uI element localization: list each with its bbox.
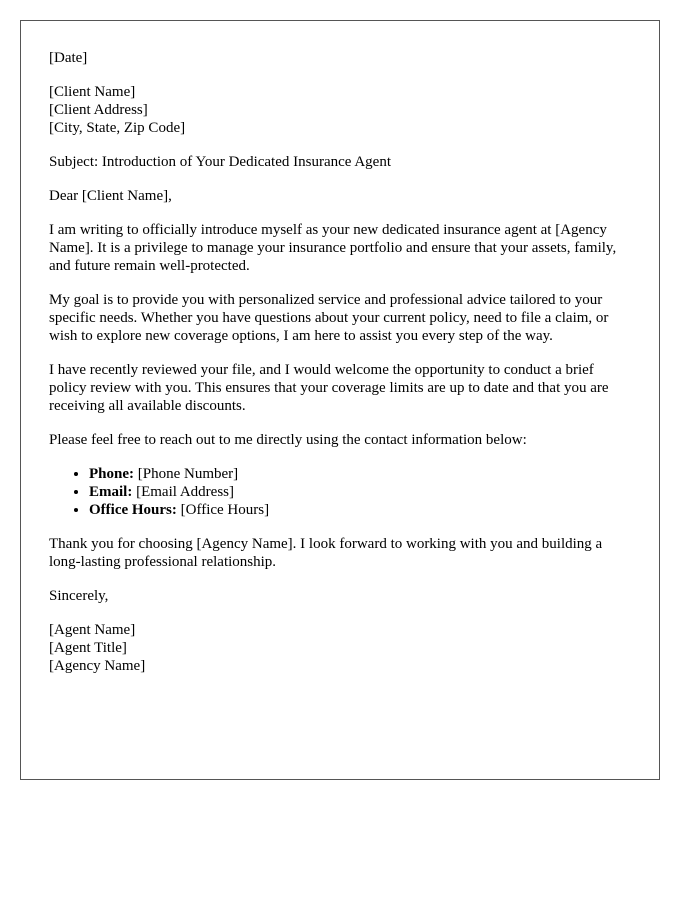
- contact-item-office-hours: [89, 501, 631, 519]
- agent-title: [Agent Title]: [49, 640, 127, 656]
- sign-off: Sincerely,: [49, 588, 109, 604]
- recipient-address: [Client Address]: [49, 102, 148, 118]
- body-paragraph-review: I have recently reviewed your file, and I would welcome the opportunity to conduct a brief policy review with you. This ensures that your coverage limits are up to date and that you are receiving all available discounts.: [49, 362, 609, 414]
- contact-item-email: [89, 483, 631, 501]
- recipient-city-state-zip: [City, State, Zip Code]: [49, 120, 186, 136]
- contact-list: [49, 465, 631, 519]
- subject-line: Subject: Introduction of Your Dedicated Insurance Agent: [49, 154, 392, 170]
- salutation: Dear [Client Name],: [49, 188, 172, 204]
- contact-item-phone: [89, 465, 631, 483]
- contact-label-email: Email:: [89, 484, 133, 500]
- letter-page: [20, 20, 660, 780]
- recipient-name: [Client Name]: [49, 84, 136, 100]
- closing-paragraph: Thank you for choosing [Agency Name]. I look forward to working with you and building a long-lasting professional relationship.: [49, 536, 603, 570]
- body-paragraph-intro: I am writing to officially introduce myself as your new dedicated insurance agent at [Agency Name]. It is a privilege to manage your insurance portfolio and ensure that your assets, family, and future remain well-protected.: [49, 222, 617, 274]
- letter-date: [49, 49, 631, 67]
- contact-value-office-hours: [Office Hours]: [180, 502, 270, 518]
- body-paragraph-goal: My goal is to provide you with personalized service and professional advice tailored to your specific needs. Whether you have questions about your current policy, need to file a claim, or wish to explore new coverage options, I am here to assist you every step of the way.: [49, 292, 609, 344]
- contact-label-phone: Phone:: [89, 466, 134, 482]
- agent-name: [Agent Name]: [49, 622, 136, 638]
- recipient-address-block: [49, 83, 631, 137]
- body-paragraph-contact-intro: Please feel free to reach out to me directly using the contact information below:: [49, 432, 527, 448]
- contact-value-email: [Email Address]: [136, 484, 234, 500]
- agency-name: [Agency Name]: [49, 658, 146, 674]
- signature-block: [49, 621, 631, 675]
- contact-value-phone: [Phone Number]: [137, 466, 239, 482]
- date-text: [Date]: [49, 50, 88, 66]
- contact-label-office-hours: Office Hours:: [89, 502, 177, 518]
